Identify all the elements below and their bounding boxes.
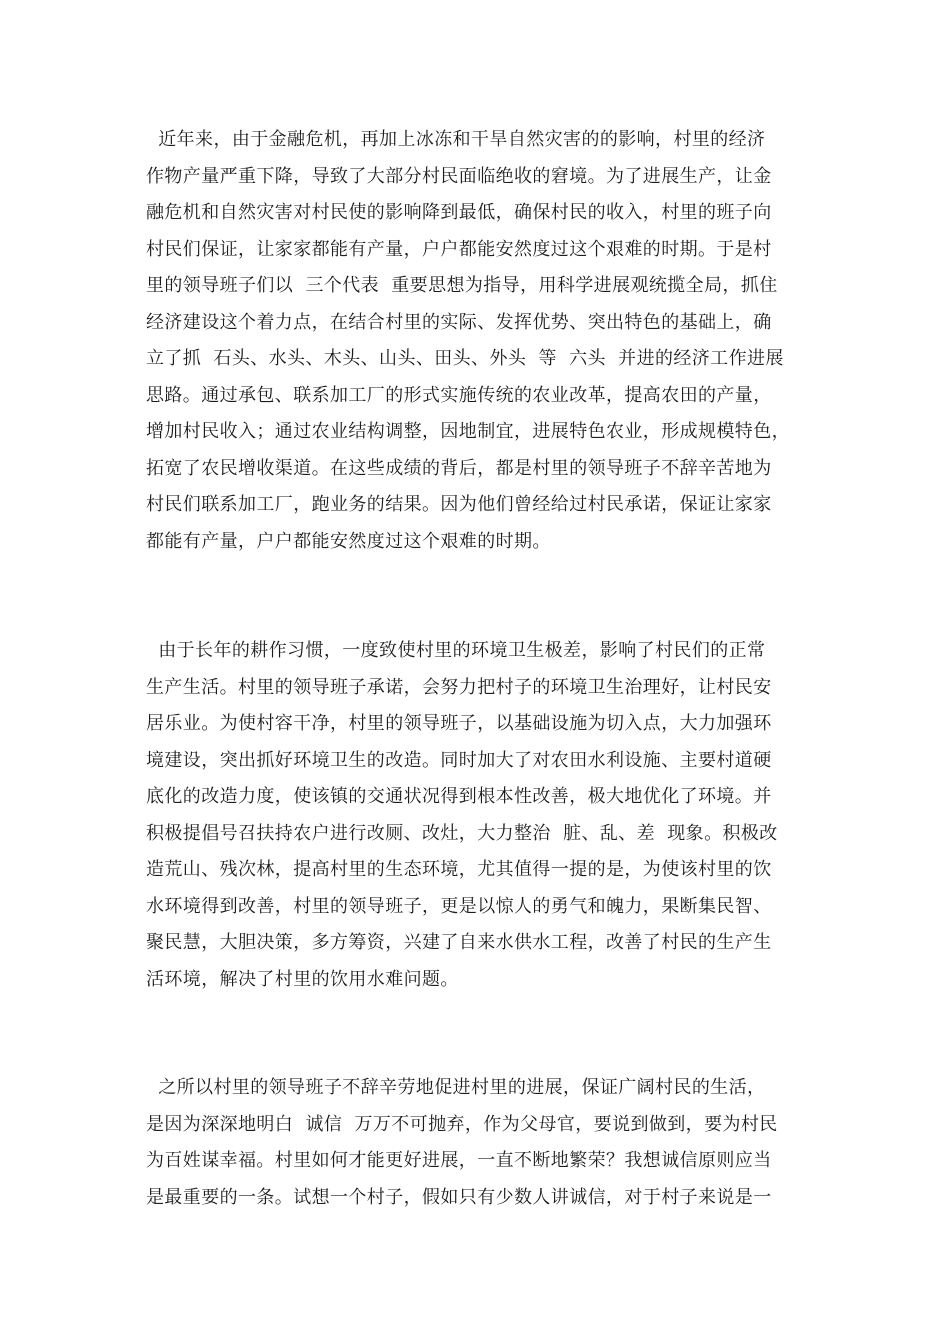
text-line: 思路。通过承包、联系加工厂的形式实施传统的农业改革，提高农田的产量， — [146, 384, 772, 406]
text-line: 是最重要的一条。试想一个村子，假如只有少数人讲诚信，对于村子来说是一 — [146, 1186, 772, 1208]
text-line: 积极提倡号召扶持农户进行改厕、改灶，大力整治 脏、乱、差 现象。积极改 — [146, 822, 778, 844]
text-line: 拓宽了农民增收渠道。在这些成绩的背后，都是村里的领导班子不辞辛苦地为 — [146, 457, 772, 479]
paragraph-environment — [146, 633, 816, 998]
text-line: 居乐业。为使村容干净，村里的领导班子，以基础设施为切入点，大力加强环 — [146, 713, 772, 734]
text-line: 作物产量严重下降，导致了大部分村民面临绝收的窘境。为了进展生产，让金 — [146, 165, 772, 187]
paragraph-integrity — [146, 1070, 816, 1216]
text-line: 经济建设这个着力点，在结合村里的实际、发挥优势、突出特色的基础上，确 — [146, 311, 772, 333]
text-line: 底化的改造力度，使该镇的交通状况得到根本性改善，极大地优化了环境。并 — [146, 786, 772, 807]
text-line: 立了抓 石头、水头、木头、山头、田头、外头 等 六头 并进的经济工作进展 — [146, 348, 784, 369]
text-line: 境建设，突出抓好环境卫生的改造。同时加大了对农田水利设施、主要村道硬 — [146, 749, 772, 771]
text-line: 为百姓谋幸福。村里如何才能更好进展，一直不断地繁荣？我想诚信原则应当 — [146, 1150, 772, 1171]
text-line: 融危机和自然灾害对村民使的影响降到最低，确保村民的收入，村里的班子向 — [146, 202, 772, 223]
text-line: 之所以村里的领导班子不辞辛劳地促进村里的进展，保证广阔村民的生活， — [146, 1077, 766, 1098]
text-line: 水环境得到改善，村里的领导班子，更是以惊人的勇气和魄力，果断集民智、 — [146, 895, 772, 917]
text-line: 村民们保证，让家家都能有产量，户户都能安然度过这个艰难的时期。于是村 — [146, 238, 772, 260]
text-line: 生产生活。村里的领导班子承诺，会努力把村子的环境卫生治理好，让村民安 — [146, 676, 772, 698]
paragraph-economy — [146, 122, 816, 560]
text-line: 由于长年的耕作习惯，一度致使村里的环境卫生极差，影响了村民们的正常 — [146, 640, 766, 661]
text-line: 都能有产量，户户都能安然度过这个艰难的时期。 — [146, 530, 551, 552]
text-line: 是因为深深地明白 诚信 万万不可抛弃，作为父母官，要说到做到，要为村民 — [146, 1113, 778, 1135]
text-line: 活环境，解决了村里的饮用水难问题。 — [146, 968, 459, 990]
text-line: 造荒山、残次林，提高村里的生态环境，尤其值得一提的是，为使该村里的饮 — [146, 859, 772, 880]
text-line: 村民们联系加工厂，跑业务的结果。因为他们曾经给过村民承诺，保证让家家 — [146, 494, 772, 515]
text-line: 里的领导班子们以 三个代表 重要思想为指导，用科学进展观统揽全局，抓住 — [146, 275, 778, 296]
text-line: 近年来，由于金融危机，再加上冰冻和干旱自然灾害的的影响，村里的经济 — [146, 129, 766, 150]
text-line: 增加村民收入；通过农业结构调整，因地制宜，进展特色农业，形成规模特色， — [146, 421, 790, 442]
text-line: 聚民慧，大胆决策，多方筹资，兴建了自来水供水工程，改善了村民的生产生 — [146, 932, 772, 953]
